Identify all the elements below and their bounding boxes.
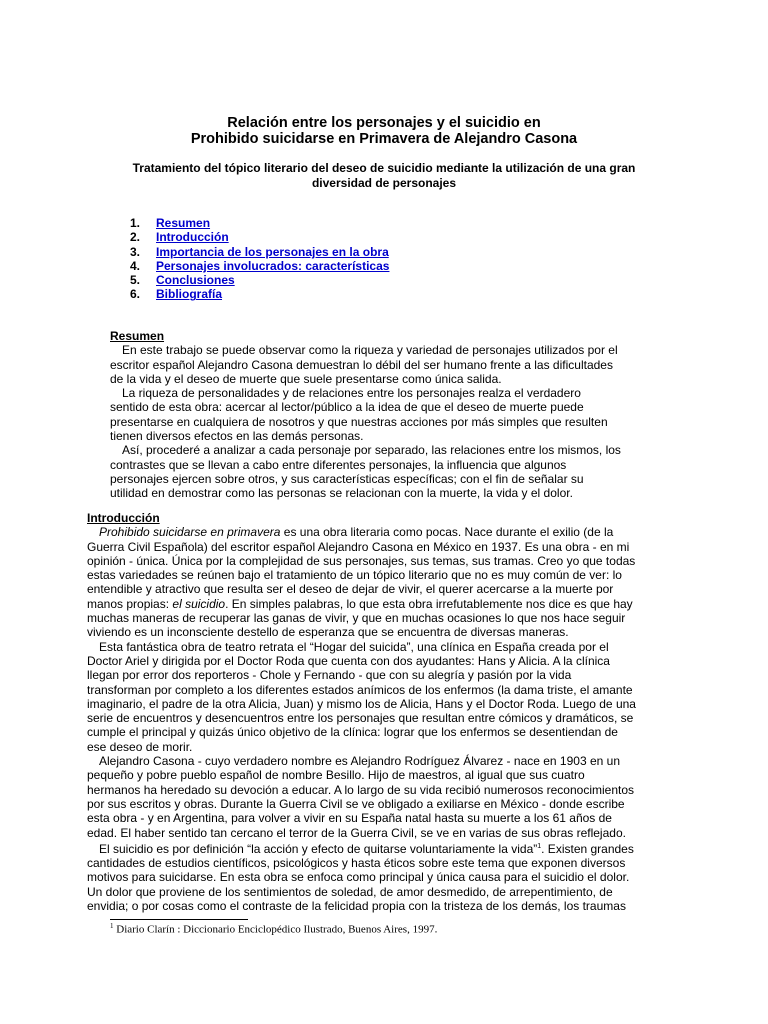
section-heading-introduccion: Introducción <box>87 511 160 525</box>
toc-link-conclusiones[interactable]: Conclusiones <box>156 273 235 288</box>
paragraph-line: llegan por error dos reporteros - Chole y Fernando - que con su alegría y pasión por la vida <box>87 668 572 683</box>
work-title-italic: Prohibido suicidarse en primavera <box>99 525 281 540</box>
paragraph-line: motivos para suicidarse. En esta obra se enfoca como principal y única causa para el suicidio el dolor. <box>87 870 630 885</box>
paragraph-line: pequeño y pobre pueblo español de nombre Besillo. Hijo de maestros, al igual que sus cuatro <box>87 768 585 783</box>
section-heading-resumen: Resumen <box>110 329 165 343</box>
footnote-number: 1 <box>110 922 114 930</box>
paragraph-line: estas variedades se reúnen bajo el tratamiento de un tópico literario que no es muy común de ver: lo <box>87 568 622 583</box>
footnote-divider <box>110 919 248 920</box>
footnote-text: Diario Clarín : Diccionario Enciclopédico Ilustrado, Buenos Aires, 1997. <box>113 923 438 936</box>
paragraph-line: sentido de esta obra: acercar al lector/público a la idea de que el deseo de muerte puede <box>110 400 584 415</box>
toc-number: 6. <box>130 287 141 302</box>
toc-number: 1. <box>130 216 141 230</box>
paragraph-line: transforman por completo a los diferentes estados anímicos de los enfermos (la dama triste, el amante <box>87 682 633 697</box>
paragraph-line <box>87 840 687 856</box>
toc-item-personajes <box>130 259 688 273</box>
paragraph-line: muchas maneras de recuperar las ganas de vivir, y que en muchas ocasiones lo que nos hace seguir <box>87 611 626 626</box>
paragraph-line: cumple el principal y quizás único objetivo de la clínica: lograr que los enfermos se desentiendan de <box>87 725 618 740</box>
subtitle-line-2: diversidad de personajes <box>311 176 457 190</box>
title-line-1: Relación entre los personajes y el suicidio en <box>227 115 541 131</box>
paragraph-text: . Existen grandes <box>541 841 634 856</box>
paragraph-line: tienen diversos efectos en las demás personas. <box>110 429 364 444</box>
paragraph-line: serie de encuentros y desencuentros entre los personajes que resultan entre cómicos y dramáticos, se <box>87 711 634 726</box>
paragraph-line <box>87 597 687 611</box>
paragraph-text: . En simples palabras, lo que esta obra irrefutablemente nos dice es que hay <box>225 596 633 611</box>
paragraph-line: presentarse en cualquiera de nosotros y que nuestras acciones por más simples que resulten <box>110 414 608 429</box>
paragraph-line: hermanos ha heredado su devoción a educar. A lo largo de su vida recibió numerosos reconocimientos <box>87 782 635 797</box>
paragraph-line: Un dolor que proviene de los sentimientos de soledad, de amor desmedido, de arrepentimiento, de <box>87 884 613 899</box>
toc-link-importancia[interactable]: Importancia de los personajes en la obra <box>156 244 389 259</box>
paragraph-line: envidia; o por cosas como el contraste de la felicidad propia con la tristeza de los demás, los traumas <box>87 899 626 914</box>
paragraph-line: Así, procederé a analizar a cada personaje por separado, las relaciones entre los mismos, los <box>122 443 621 458</box>
toc-item-bibliografia <box>130 287 688 301</box>
paragraph-line: por sus escritos y obras. Durante la Guerra Civil se ve obligado a exiliarse en México - donde escribe <box>87 796 625 811</box>
title-line-2: Prohibido suicidarse en Primavera de Alejandro Casona <box>190 131 578 147</box>
italic-term: el suicidio <box>172 596 226 611</box>
paragraph-line: viviendo es un inconsciente destello de esperanza que se encuentra de diversas maneras. <box>87 625 569 640</box>
toc-item-importancia <box>130 245 688 259</box>
paragraph-line: esta obra - y en Argentina, para volver a vivir en su España natal hasta su muerte a los 61 años de <box>87 811 612 826</box>
paragraph-line: cantidades de estudios científicos, psicológicos y hasta éticos sobre este tema que exponen diversos <box>87 856 626 871</box>
paragraph-line: Guerra Civil Española) del escritor español Alejandro Casona en México en 1937. Es una obra - en mi <box>87 539 630 554</box>
paragraph-line: Esta fantástica obra de teatro retrata el “Hogar del suicida”, una clínica en España creada por el <box>99 639 609 654</box>
paragraph-line: edad. El haber sentido tan cercano el terror de la Guerra Civil, se ve en varias de sus obras reflejado. <box>87 825 626 840</box>
paragraph-line: ese deseo de morir. <box>87 739 193 754</box>
paragraph-line: escritor español Alejandro Casona demuestran lo débil del ser humano frente a las dificultades <box>110 357 613 372</box>
paragraph-line: La riqueza de personalidades y de relaciones entre los personajes realza el verdadero <box>122 386 581 401</box>
paragraph-line: entendible y atractivo que resulta ser el deseo de dejar de vivir, el querer acercarse a la muerte por <box>87 582 614 597</box>
toc-link-resumen[interactable]: Resumen <box>156 216 211 230</box>
toc-item-conclusiones <box>130 273 688 287</box>
paragraph-text: manos propias: <box>87 596 173 611</box>
subtitle-line-1: Tratamiento del tópico literario del deseo de suicidio mediante la utilización de una gran <box>132 161 636 175</box>
paragraph-line: En este trabajo se puede observar como la riqueza y variedad de personajes utilizados por el <box>122 343 618 358</box>
table-of-contents <box>130 216 688 302</box>
paragraph-line: imaginario, el padre de la otra Alicia, Juan) y mismo los de Alicia, Hans y el Doctor Roda. Luego de una <box>87 696 636 711</box>
paragraph-line: contrastes que se llevan a cabo entre diferentes personajes, la influencia que algunos <box>110 457 567 472</box>
toc-number: 2. <box>130 230 141 245</box>
toc-link-personajes[interactable]: Personajes involucrados: características <box>156 258 390 273</box>
toc-number: 4. <box>130 258 141 273</box>
document-title <box>0 115 768 147</box>
paragraph-line: de la vida y el deseo de muerte que suele presentarse como única salida. <box>110 371 502 386</box>
section-introduccion <box>87 511 687 913</box>
paragraph-line: utilidad en demostrar como las personas se relacionan con la muerte, la vida y el dolor. <box>110 486 573 501</box>
toc-item-introduccion <box>130 230 688 244</box>
paragraph-line: opinión - única. Única por la complejidad de sus personajes, sus temas, sus tramas. Creo yo que todas <box>87 553 636 568</box>
paragraph-line <box>87 525 687 539</box>
toc-item-resumen <box>130 216 688 230</box>
document-subtitle <box>100 161 668 191</box>
paragraph-text: El suicidio es por definición “la acción y efecto de quitarse voluntariamente la vida” <box>99 841 538 856</box>
paragraph-line: Alejandro Casona - cuyo verdadero nombre es Alejandro Rodríguez Álvarez - nace en 1903 en un <box>99 754 620 769</box>
footnote <box>110 922 437 936</box>
toc-link-introduccion[interactable]: Introducción <box>156 230 229 245</box>
toc-link-bibliografia[interactable]: Bibliografía <box>156 287 223 302</box>
footnote-reference[interactable]: 1 <box>537 842 542 850</box>
paragraph-line: Doctor Ariel y dirigida por el Doctor Roda que cuenta con dos ayudantes: Hans y Alicia. A la clínica <box>87 653 610 668</box>
paragraph-line: personajes ejercen sobre otros, y sus características específicas; con el fin de señalar su <box>110 471 584 486</box>
section-resumen <box>110 329 660 501</box>
paragraph-text: es una obra literaria como pocas. Nace durante el exilio (de la <box>280 525 614 540</box>
toc-number: 5. <box>130 273 141 288</box>
toc-number: 3. <box>130 244 141 259</box>
